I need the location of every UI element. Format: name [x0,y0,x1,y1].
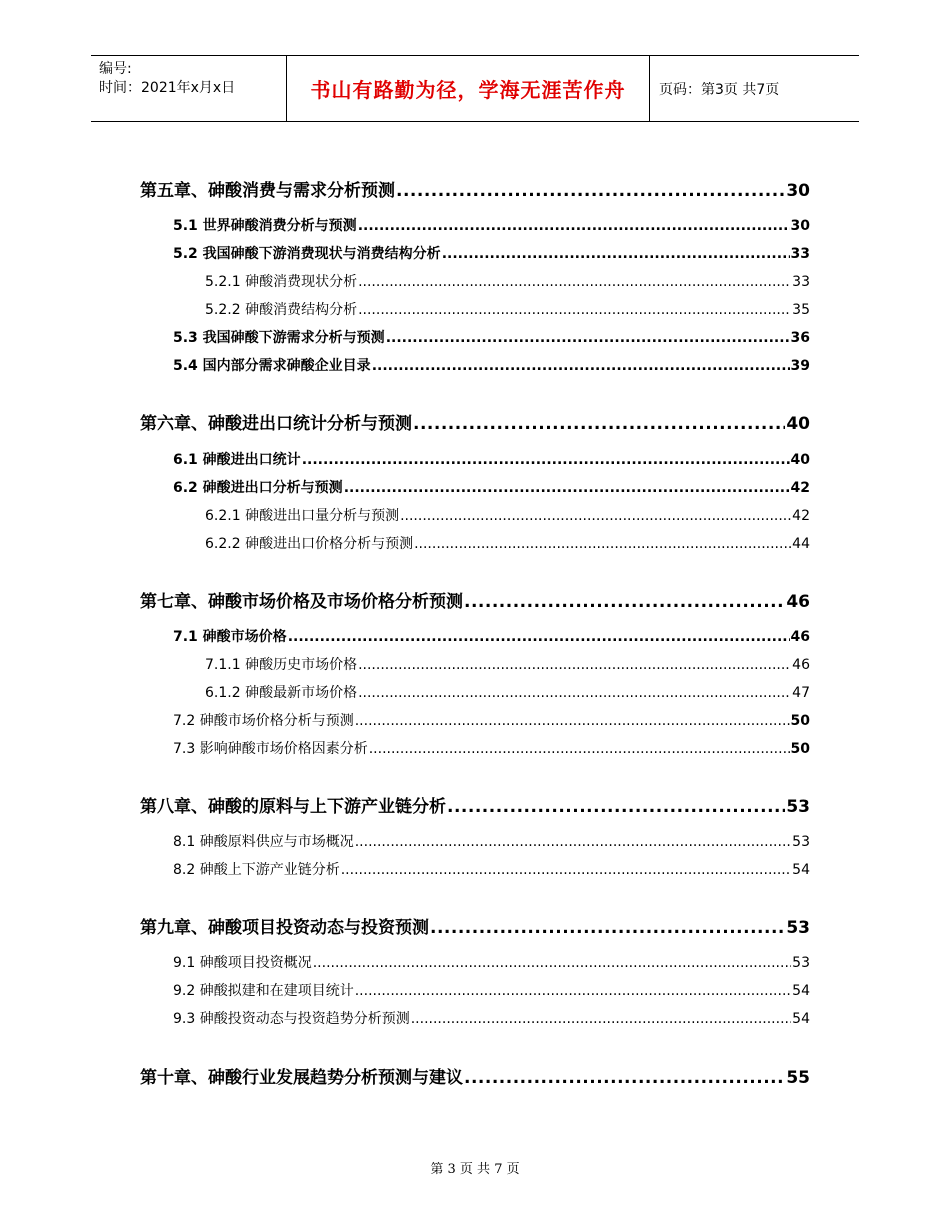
toc-entry-title: 第六章、砷酸进出口统计分析与预测 [140,414,412,434]
toc-entry-page: 46 [792,657,810,673]
toc-section-9-1[interactable] [173,952,810,972]
toc-entry-title: 5.2.1 砷酸消费现状分析 [205,274,358,290]
toc-leader [358,274,791,290]
toc-entry-title: 8.1 砷酸原料供应与市场概况 [173,834,354,850]
toc-section-6-2[interactable] [173,477,810,497]
toc-section-5-4[interactable] [173,355,810,375]
toc-leader [386,330,790,346]
toc-entry-title: 第十章、砷酸行业发展趋势分析预测与建议 [140,1068,463,1088]
toc-section-5-3[interactable] [173,327,810,347]
toc-leader [430,918,785,938]
toc-leader [358,657,791,673]
toc-entry-page: 46 [790,629,810,645]
toc-leader [372,358,790,374]
toc-leader [358,218,790,234]
toc-entry-page: 53 [792,955,810,971]
toc-subsection-6-1-2[interactable] [205,682,810,702]
toc-entry-title: 6.1 砷酸进出口统计 [173,452,301,468]
toc-entry-page: 30 [790,218,810,234]
toc-entry-title: 5.4 国内部分需求砷酸企业目录 [173,358,371,374]
toc-section-6-1[interactable] [173,449,810,469]
toc-section-8-1[interactable] [173,831,810,851]
toc-entry-title: 6.2.1 砷酸进出口量分析与预测 [205,508,400,524]
toc-leader [413,414,785,434]
page-header [91,55,859,122]
toc-leader [400,508,791,524]
toc-entry-title: 第七章、砷酸市场价格及市场价格分析预测 [140,592,463,612]
toc-entry-page: 33 [790,246,810,262]
toc-leader [447,797,785,817]
toc-entry-page: 39 [790,358,810,374]
toc-chapter-9[interactable] [140,913,810,938]
toc-entry-page: 55 [786,1068,810,1088]
toc-entry-title: 7.1.1 砷酸历史市场价格 [205,657,358,673]
toc-entry-title: 6.2.2 砷酸进出口价格分析与预测 [205,536,414,552]
toc-chapter-6[interactable] [140,409,810,434]
toc-entry-title: 9.1 砷酸项目投资概况 [173,955,312,971]
toc-entry-title: 第八章、砷酸的原料与上下游产业链分析 [140,797,446,817]
toc-entry-title: 5.2 我国砷酸下游消费现状与消费结构分析 [173,246,441,262]
toc-subsection-7-1-1[interactable] [205,654,810,674]
toc-section-7-3[interactable] [173,738,810,758]
toc-section-7-2[interactable] [173,710,810,730]
toc-section-5-2[interactable] [173,243,810,263]
toc-leader [302,452,790,468]
toc-leader [442,246,790,262]
header-motto: 书山有路勤为径，学海无涯苦作舟 [310,78,626,102]
toc-leader [313,955,791,971]
toc-entry-page: 42 [790,480,810,496]
toc-leader [344,480,790,496]
toc-entry-page: 44 [792,536,810,552]
toc-leader [355,983,791,999]
header-divider-right [649,56,650,121]
toc-entry-page: 54 [792,1011,810,1027]
toc-entry-title: 6.2 砷酸进出口分析与预测 [173,480,343,496]
toc-section-7-1[interactable] [173,626,810,646]
toc-leader [341,862,791,878]
toc-entry-page: 40 [786,414,810,434]
toc-entry-page: 35 [792,302,810,318]
toc-leader [411,1011,791,1027]
toc-entry-title: 5.1 世界砷酸消费分析与预测 [173,218,357,234]
toc-leader [358,685,791,701]
toc-entry-page: 30 [786,181,810,201]
toc-entry-page: 50 [790,741,810,757]
toc-entry-page: 36 [790,330,810,346]
toc-section-8-2[interactable] [173,859,810,879]
toc-entry-title: 第五章、砷酸消费与需求分析预测 [140,181,395,201]
toc-chapter-7[interactable] [140,587,810,612]
toc-section-5-1[interactable] [173,215,810,235]
time-label: 时间：2021年x月x日 [99,80,236,96]
toc-subsection-6-2-1[interactable] [205,505,810,525]
toc-entry-page: 53 [792,834,810,850]
toc-leader [414,536,791,552]
toc-entry-title: 7.2 砷酸市场价格分析与预测 [173,713,354,729]
toc-entry-title: 9.2 砷酸拟建和在建项目统计 [173,983,354,999]
toc-entry-page: 50 [790,713,810,729]
toc-entry-title: 第九章、砷酸项目投资动态与投资预测 [140,918,429,938]
toc-section-9-2[interactable] [173,980,810,1000]
toc-entry-page: 47 [792,685,810,701]
toc-chapter-8[interactable] [140,792,810,817]
toc-leader [288,629,790,645]
toc-entry-page: 40 [790,452,810,468]
toc-subsection-5-2-2[interactable] [205,299,810,319]
toc-leader [358,302,791,318]
toc-entry-page: 42 [792,508,810,524]
header-page-info: 页码：第3页 共7页 [659,81,780,98]
toc-entry-page: 33 [792,274,810,290]
toc-subsection-5-2-1[interactable] [205,271,810,291]
header-meta [99,60,235,98]
toc-entry-page: 53 [786,918,810,938]
toc-leader [464,1068,785,1088]
toc-subsection-6-2-2[interactable] [205,533,810,553]
toc-entry-title: 5.3 我国砷酸下游需求分析与预测 [173,330,385,346]
toc-entry-page: 46 [786,592,810,612]
toc-leader [355,713,790,729]
toc-chapter-5[interactable] [140,176,810,201]
toc-entry-title: 5.2.2 砷酸消费结构分析 [205,302,358,318]
toc-section-9-3[interactable] [173,1008,810,1028]
toc-leader [369,741,790,757]
toc-leader [396,181,785,201]
toc-entry-title: 6.1.2 砷酸最新市场价格 [205,685,358,701]
toc-entry-title: 7.1 砷酸市场价格 [173,629,287,645]
serial-label: 编号: [99,61,132,77]
toc-leader [355,834,791,850]
toc-entry-title: 7.3 影响砷酸市场价格因素分析 [173,741,368,757]
toc-chapter-10[interactable] [140,1063,810,1088]
toc-entry-page: 54 [792,983,810,999]
toc-leader [464,592,785,612]
toc-entry-title: 9.3 砷酸投资动态与投资趋势分析预测 [173,1011,410,1027]
toc-entry-page: 54 [792,862,810,878]
toc-entry-page: 53 [786,797,810,817]
page-footer: 第 3 页 共 7 页 [430,1162,520,1177]
toc-entry-title: 8.2 砷酸上下游产业链分析 [173,862,340,878]
